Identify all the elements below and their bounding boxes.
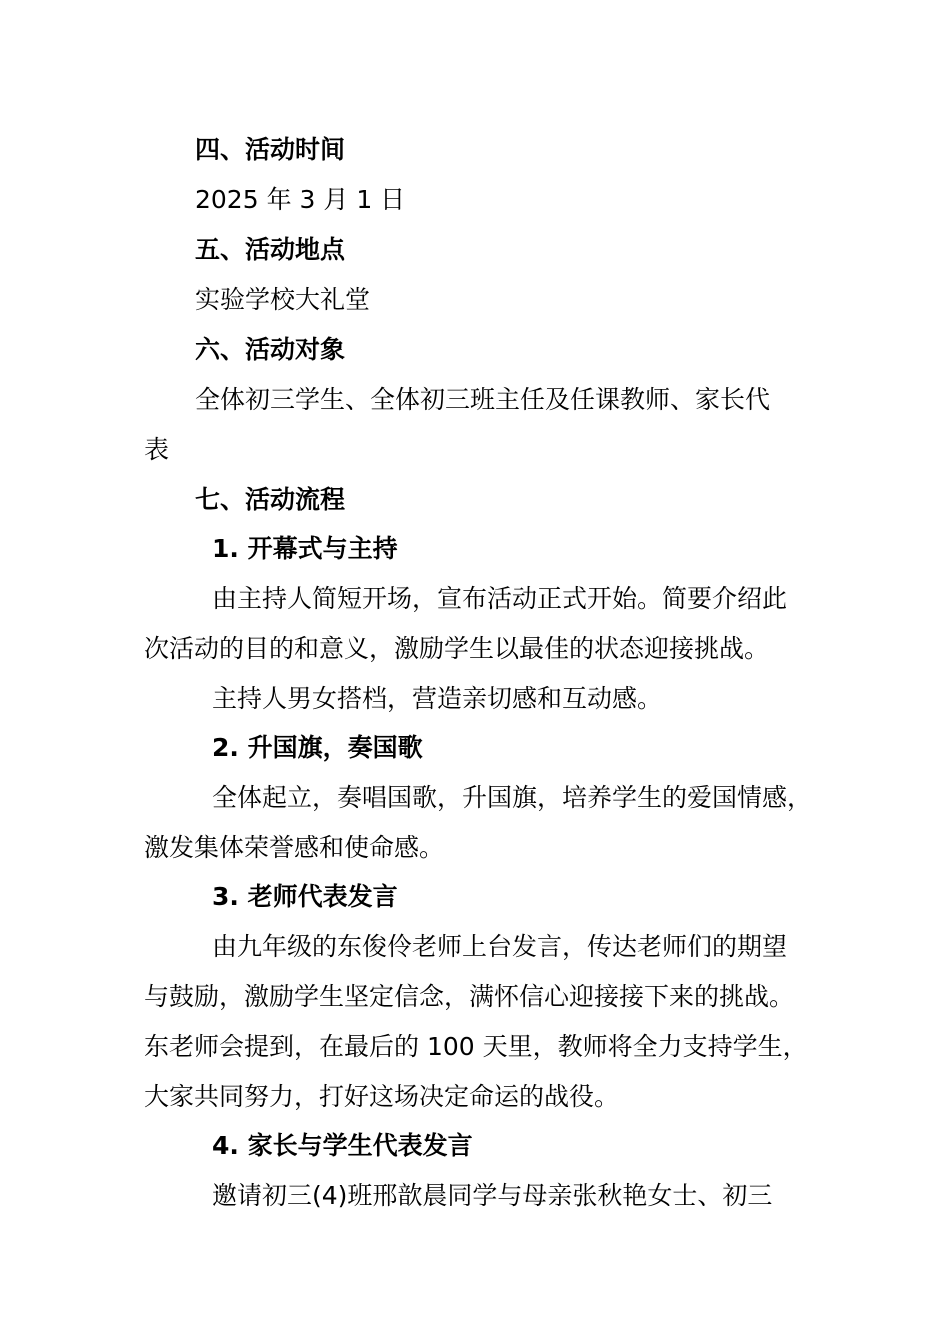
audience-paragraph-line: 表 <box>144 435 170 464</box>
paragraph-line: 与鼓励，激励学生坚定信念，满怀信心迎接接下来的挑战。 <box>144 982 795 1011</box>
process-item-title: 3. 老师代表发言 <box>212 882 398 911</box>
paragraph-line: 由九年级的东俊伶老师上台发言，传达老师们的期望 <box>212 932 788 961</box>
paragraph-line: 邀请初三(4)班邢歆晨同学与母亲张秋艳女士、初三 <box>212 1181 773 1210</box>
section-heading-location: 五、活动地点 <box>195 235 346 264</box>
paragraph-line: 激发集体荣誉感和使命感。 <box>144 833 445 862</box>
process-item-title: 2. 升国旗，奏国歌 <box>212 733 423 762</box>
process-item-title: 4. 家长与学生代表发言 <box>212 1131 473 1160</box>
section-heading-time: 四、活动时间 <box>195 135 346 164</box>
section-heading-process: 七、活动流程 <box>195 485 346 514</box>
activity-location: 实验学校大礼堂 <box>195 285 371 314</box>
paragraph-line: 全体起立，奏唱国歌，升国旗，培养学生的爱国情感， <box>212 783 813 812</box>
paragraph-line: 次活动的目的和意义，激励学生以最佳的状态迎接挑战。 <box>144 634 770 663</box>
activity-date: 2025 年 3 月 1 日 <box>195 185 406 214</box>
paragraph-line: 大家共同努力，打好这场决定命运的战役。 <box>144 1082 620 1111</box>
paragraph-line: 主持人男女搭档，营造亲切感和互动感。 <box>212 684 663 713</box>
section-heading-audience: 六、活动对象 <box>195 335 346 364</box>
audience-paragraph-line: 全体初三学生、全体初三班主任及任课教师、家长代 <box>195 385 771 414</box>
paragraph-line: 东老师会提到，在最后的 100 天里，教师将全力支持学生， <box>144 1032 808 1061</box>
process-item-title: 1. 开幕式与主持 <box>212 534 398 563</box>
paragraph-line: 由主持人简短开场，宣布活动正式开始。简要介绍此 <box>212 584 788 613</box>
